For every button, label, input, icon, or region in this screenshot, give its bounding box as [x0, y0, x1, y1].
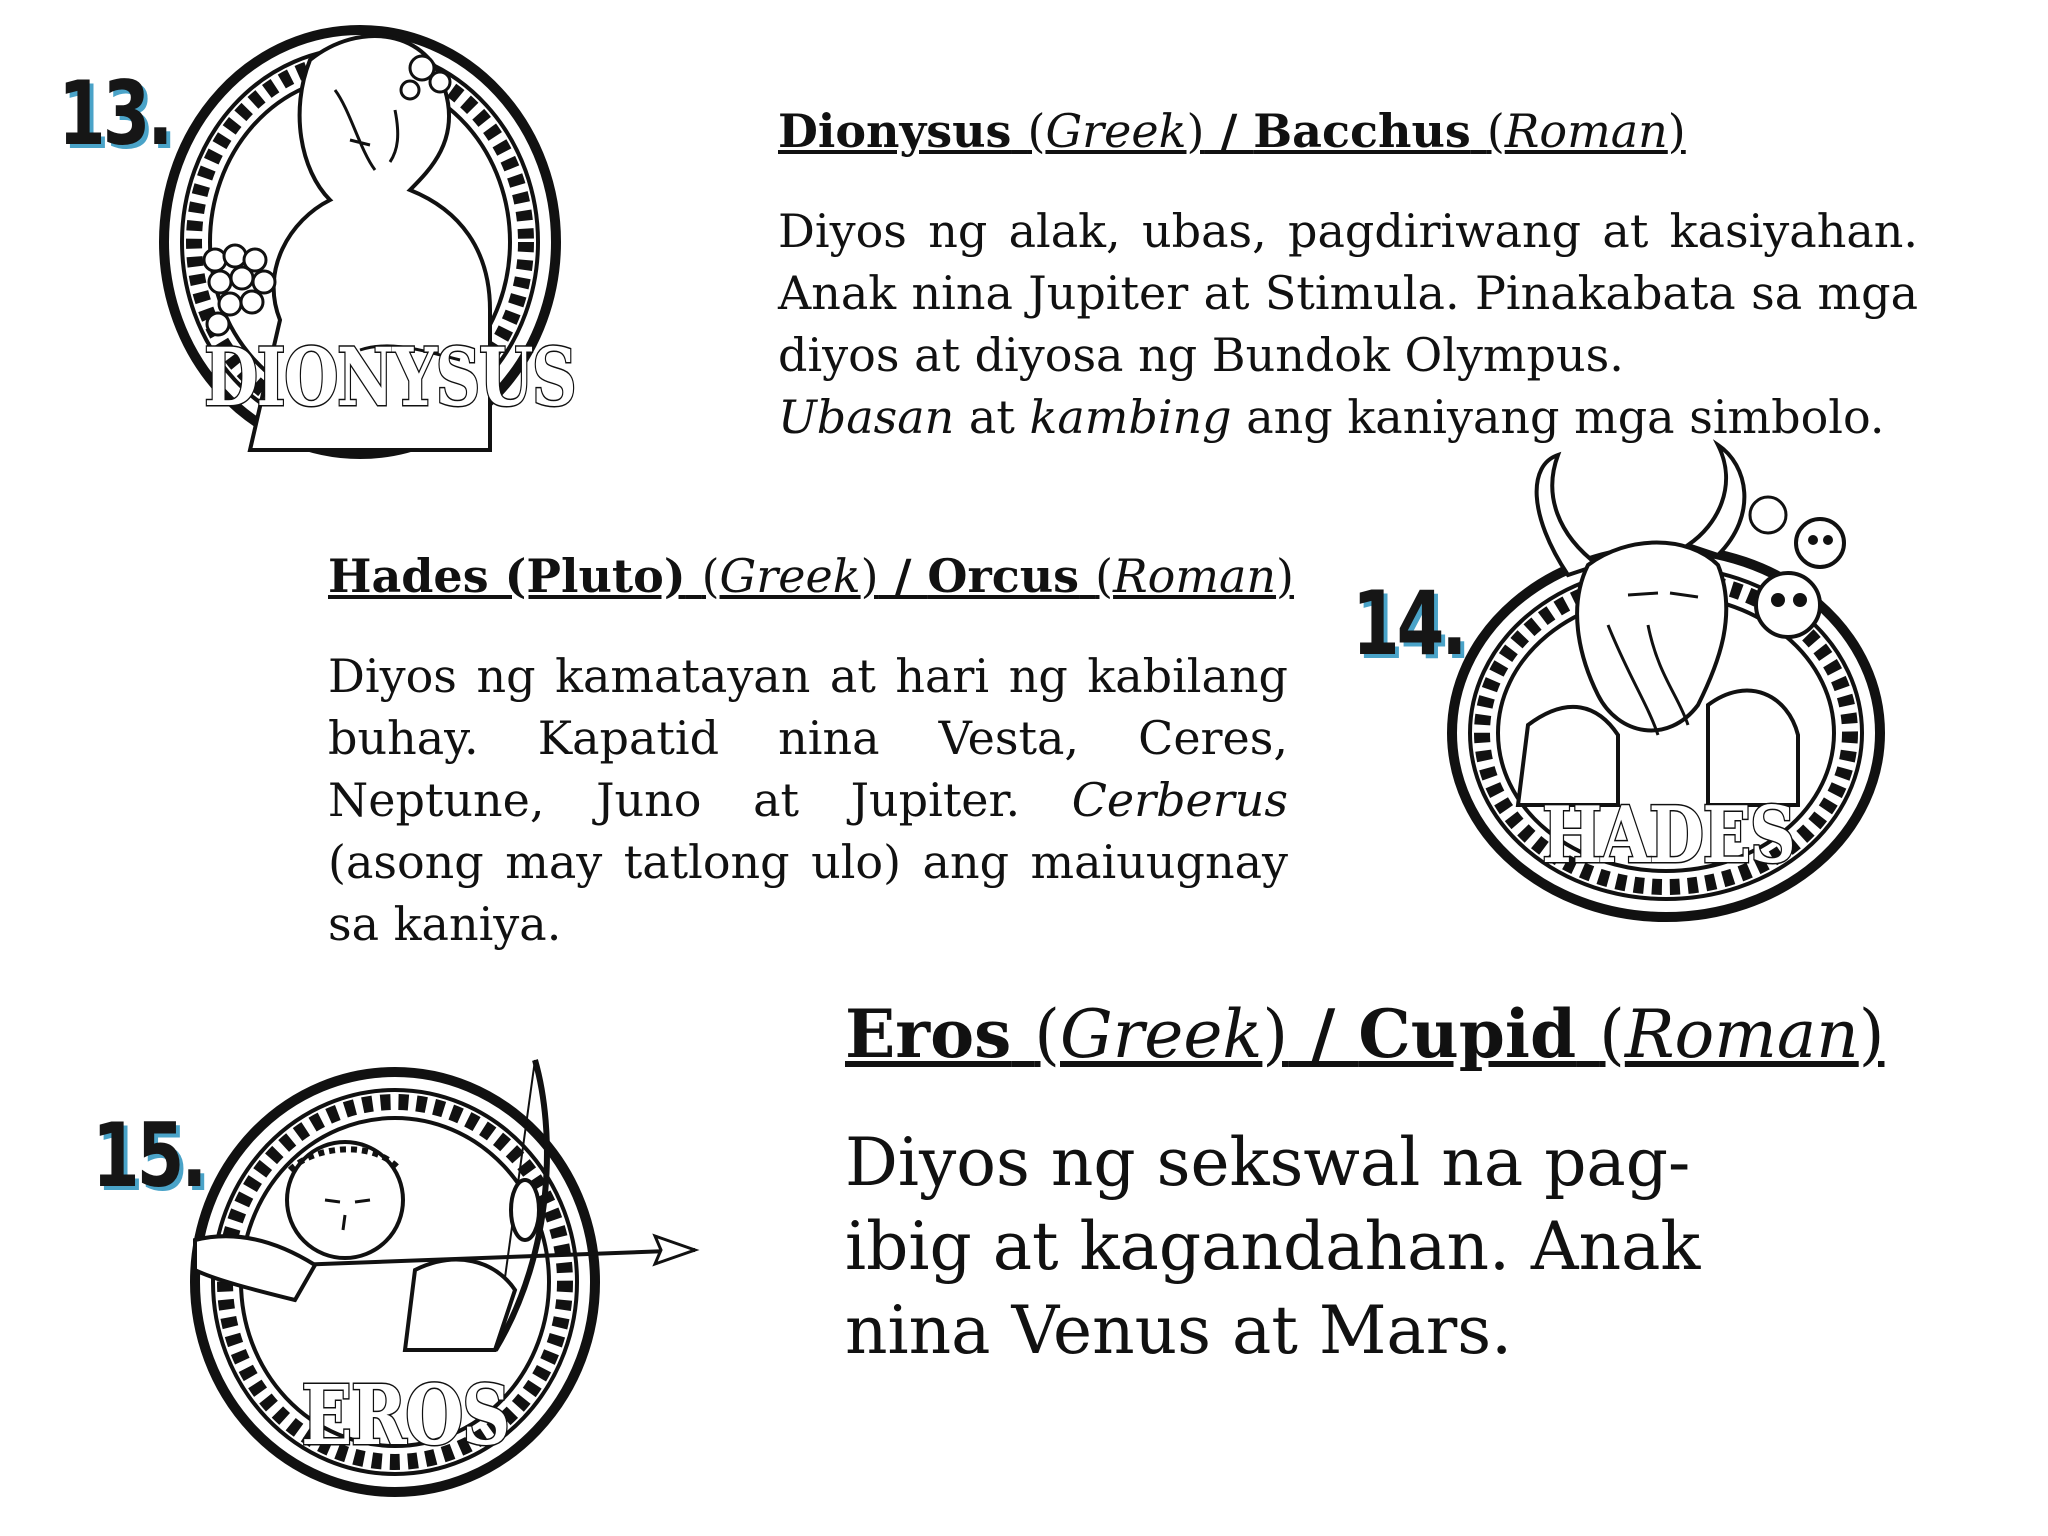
dionysus-emblem — [160, 20, 576, 465]
hades-description: Diyos ng kamatayan at hari ng kabilang buhay. Kapatid nina Vesta, Ceres, Neptune, Juno at Jupiter. Cerberus (asong may tatlong ulo) ang maiuugnay sa kaniya. — [328, 649, 1288, 951]
item-number-15: 15. — [92, 1104, 205, 1207]
dionysus-description: Diyos ng alak, ubas, pagdiriwang at kasiyahan. Anak nina Jupiter at Stimula. Pinakabata sa mga diyos at diyosa ng Bundok Olympus. Ubasan at kambing ang kaniyang mga simbolo. — [778, 204, 1918, 444]
dionysus-title: Dionysus (Greek) / Bacchus (Roman) — [778, 104, 1686, 158]
dionysus-text-block — [778, 100, 1918, 448]
eros-emblem-label: EROS — [301, 1368, 509, 1464]
eros-description: Diyos ng sekswal na pag- ibig at kagandahan. Anak nina Venus at Mars. — [845, 1124, 1701, 1369]
item-number-13: 13. — [58, 62, 171, 165]
dionysus-emblem-label: DIONYSUS — [204, 330, 576, 424]
eros-emblem — [195, 1050, 615, 1500]
eros-text-block — [845, 992, 1885, 1373]
hades-emblem-label: HADES — [1541, 790, 1795, 881]
hades-emblem — [1448, 475, 1888, 925]
hades-title: Hades (Pluto) (Greek) / Orcus (Roman) — [328, 549, 1294, 603]
hades-text-block — [328, 545, 1294, 955]
eros-title: Eros (Greek) / Cupid (Roman) — [845, 995, 1885, 1073]
item-number-14: 14. — [1352, 572, 1465, 675]
